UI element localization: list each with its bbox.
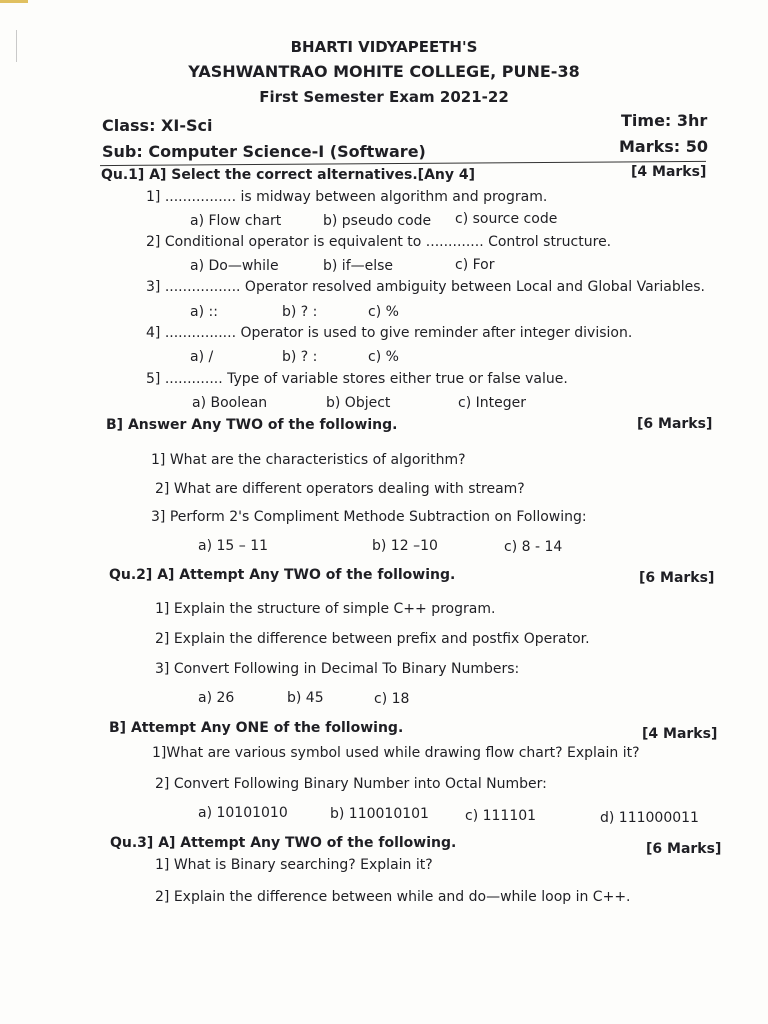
- subject-label: Sub: Computer Science-I (Software): [102, 142, 426, 161]
- mcq-option: a) Boolean: [192, 395, 268, 411]
- mcq-option: b) ? :: [282, 304, 318, 320]
- answer-option: c) 18: [374, 691, 410, 707]
- mcq-option: c) Integer: [458, 395, 526, 411]
- mcq-option: c) For: [455, 257, 495, 273]
- q3-a-heading: Qu.3] A] Attempt Any TWO of the following.: [110, 835, 457, 851]
- mcq-option: c) source code: [455, 211, 558, 227]
- question-item: 2] Convert Following Binary Number into Octal Number:: [155, 776, 547, 792]
- mcq-option: b) pseudo code: [323, 213, 432, 229]
- mcq-option: b) ? :: [282, 349, 318, 365]
- question-item: 2] Explain the difference between prefix and postfix Operator.: [155, 631, 590, 647]
- mcq-question: 1] ................ is midway between algorithm and program.: [146, 189, 548, 205]
- mcq-question: 3] ................. Operator resolved ambiguity between Local and Global Variables.: [146, 279, 706, 295]
- mcq-option: a) Do—while: [190, 258, 279, 274]
- answer-option: d) 111000011: [600, 810, 699, 826]
- mcq-option: c) %: [368, 349, 399, 365]
- time-label: Time: 3hr: [621, 111, 708, 130]
- answer-option: a) 10101010: [198, 805, 288, 821]
- q2-b-heading: B] Attempt Any ONE of the following.: [109, 720, 404, 736]
- mcq-question: 2] Conditional operator is equivalent to ............. Control structure.: [146, 234, 612, 250]
- answer-option: c) 8 - 14: [504, 539, 563, 555]
- institution-name: BHARTI VIDYAPEETH'S: [290, 38, 478, 56]
- question-item: 3] Convert Following in Decimal To Binary Numbers:: [155, 661, 520, 677]
- mcq-question: 5] ............. Type of variable stores either true or false value.: [146, 371, 568, 387]
- q2-b-marks: [4 Marks]: [642, 726, 718, 742]
- answer-option: b) 45: [287, 690, 324, 706]
- paper-edge-mark: [0, 0, 28, 3]
- marks-label: Marks: 50: [619, 137, 709, 156]
- q3-a-marks: [6 Marks]: [646, 841, 722, 857]
- q1-a-heading: Qu.1] A] Select the correct alternatives.[Any 4]: [101, 167, 476, 183]
- answer-option: b) 110010101: [330, 806, 429, 822]
- mcq-option: a) /: [190, 349, 214, 365]
- college-name: YASHWANTRAO MOHITE COLLEGE, PUNE-38: [188, 62, 580, 81]
- q1-b-marks: [6 Marks]: [637, 416, 713, 432]
- question-item: 2] What are different operators dealing with stream?: [155, 481, 525, 497]
- mcq-question: 4] ................ Operator is used to give reminder after integer division.: [146, 325, 633, 341]
- question-item: 2] Explain the difference between while and do—while loop in C++.: [155, 889, 631, 905]
- exam-title: First Semester Exam 2021-22: [259, 88, 509, 106]
- mcq-option: c) %: [368, 304, 399, 320]
- q1-b-heading: B] Answer Any TWO of the following.: [106, 417, 398, 433]
- q2-a-marks: [6 Marks]: [639, 570, 715, 586]
- mcq-option: b) if—else: [323, 258, 394, 274]
- question-item: 1] Explain the structure of simple C++ program.: [155, 601, 496, 617]
- question-item: 1]What are various symbol used while drawing flow chart? Explain it?: [152, 745, 640, 761]
- question-item: 1] What are the characteristics of algorithm?: [151, 452, 466, 468]
- answer-option: a) 26: [198, 690, 235, 706]
- question-item: 1] What is Binary searching? Explain it?: [155, 857, 433, 873]
- mcq-option: a) ::: [190, 304, 218, 320]
- question-item: 3] Perform 2's Compliment Methode Subtraction on Following:: [151, 509, 587, 525]
- answer-option: c) 111101: [465, 808, 537, 824]
- q1-a-marks: [4 Marks]: [631, 164, 707, 180]
- class-label: Class: XI-Sci: [102, 116, 213, 135]
- mcq-option: a) Flow chart: [190, 213, 282, 229]
- answer-option: a) 15 – 11: [198, 538, 269, 554]
- q2-a-heading: Qu.2] A] Attempt Any TWO of the following.: [109, 567, 456, 583]
- answer-option: b) 12 –10: [372, 538, 438, 554]
- header-divider: [100, 161, 706, 166]
- mcq-option: b) Object: [326, 395, 391, 411]
